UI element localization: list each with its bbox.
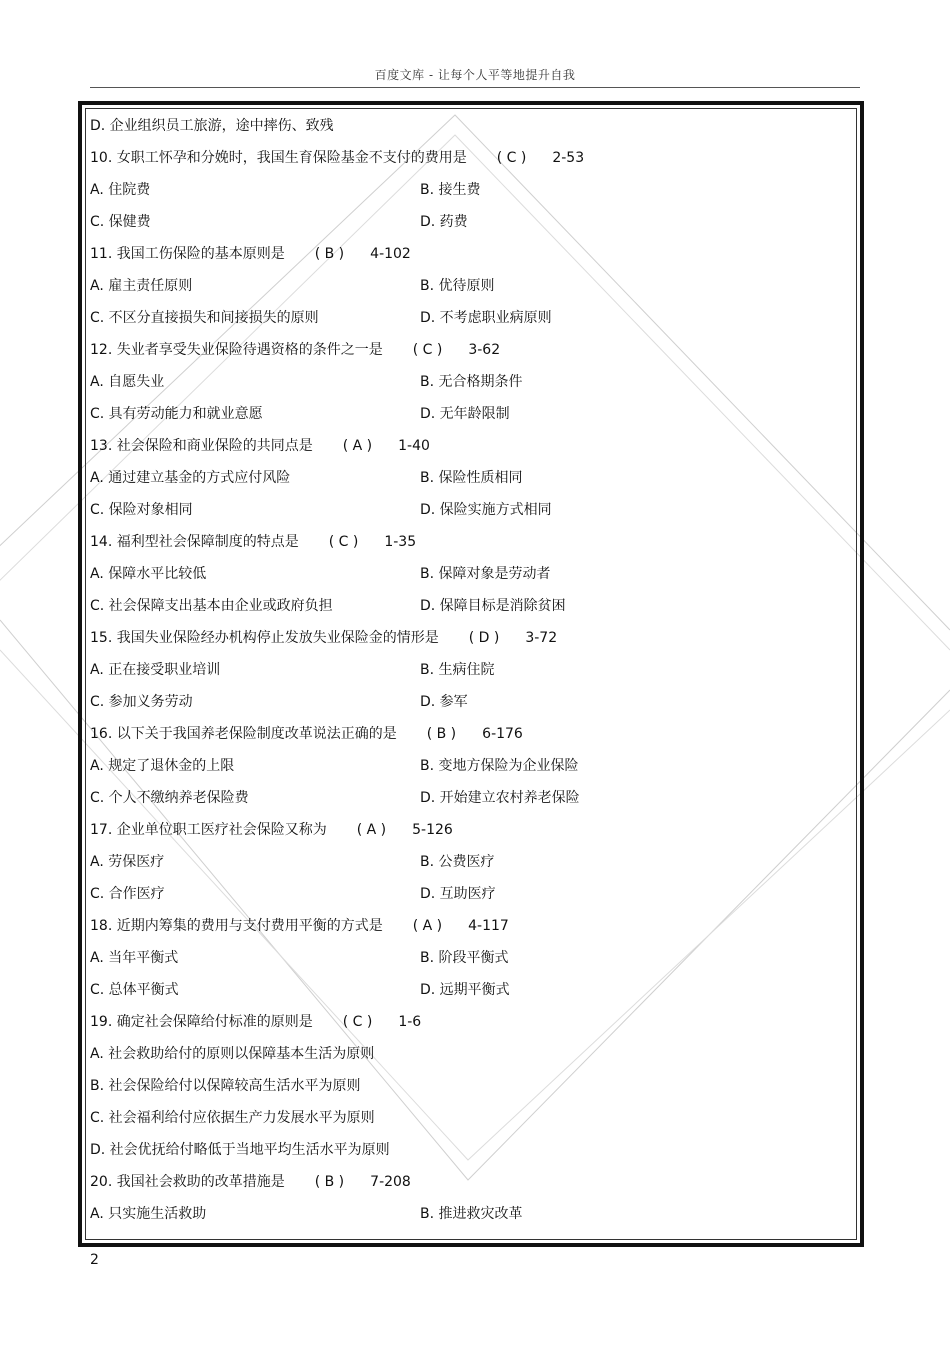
- option-right: D. 保障目标是消除贫困: [420, 598, 566, 614]
- option-right: D. 无年龄限制: [420, 406, 510, 422]
- question-line: [90, 142, 850, 174]
- answer-key: ( B ): [426, 726, 457, 742]
- option-left: C. 不区分直接损失和间接损失的原则: [90, 310, 319, 326]
- page-reference: 7-208: [370, 1174, 411, 1190]
- question-text: 11. 我国工伤保险的基本原则是: [90, 246, 285, 262]
- question-text: 10. 女职工怀孕和分娩时，我国生育保险基金不支付的费用是: [90, 150, 467, 166]
- option-left: C. 参加义务劳动: [90, 694, 193, 710]
- option-text: C. 社会福利给付应依据生产力发展水平为原则: [90, 1110, 375, 1126]
- option-right: D. 不考虑职业病原则: [420, 310, 552, 326]
- option-right: D. 保险实施方式相同: [420, 502, 552, 518]
- question-text: 14. 福利型社会保障制度的特点是: [90, 534, 299, 550]
- page-reference: 5-126: [412, 822, 453, 838]
- question-line: [90, 1166, 850, 1198]
- option-row: [90, 366, 850, 398]
- question-text: 20. 我国社会救助的改革措施是: [90, 1174, 285, 1190]
- option-full-line: [90, 1134, 850, 1166]
- option-right: B. 推进救灾改革: [420, 1206, 523, 1222]
- option-right: B. 保障对象是劳动者: [420, 566, 551, 582]
- option-row: [90, 974, 850, 1006]
- question-line: [90, 238, 850, 270]
- option-row: [90, 878, 850, 910]
- question-line: [90, 334, 850, 366]
- option-row: [90, 398, 850, 430]
- answer-key: ( B ): [314, 1174, 345, 1190]
- answer-key: ( B ): [314, 246, 345, 262]
- option-left: A. 当年平衡式: [90, 950, 179, 966]
- answer-key: ( A ): [342, 438, 373, 454]
- option-right: D. 远期平衡式: [420, 982, 510, 998]
- option-right: B. 无合格期条件: [420, 374, 523, 390]
- option-right: B. 接生费: [420, 182, 481, 198]
- question-text: 18. 近期内筹集的费用与支付费用平衡的方式是: [90, 918, 383, 934]
- option-left: C. 个人不缴纳养老保险费: [90, 790, 249, 806]
- option-left: A. 住院费: [90, 182, 151, 198]
- question-text: 15. 我国失业保险经办机构停止发放失业保险金的情形是: [90, 630, 439, 646]
- page-header: 百度文库 - 让每个人平等地提升自我: [374, 68, 576, 82]
- option-left: A. 只实施生活救助: [90, 1206, 207, 1222]
- option-left: A. 规定了退休金的上限: [90, 758, 235, 774]
- option-left: C. 具有劳动能力和就业意愿: [90, 406, 263, 422]
- option-right: D. 互助医疗: [420, 886, 496, 902]
- option-row: [90, 846, 850, 878]
- option-right: D. 参军: [420, 694, 468, 710]
- option-left: C. 保健费: [90, 214, 151, 230]
- option-row: [90, 654, 850, 686]
- question-line: [90, 622, 850, 654]
- question-text: 12. 失业者享受失业保险待遇资格的条件之一是: [90, 342, 383, 358]
- page-reference: 6-176: [482, 726, 523, 742]
- option-right: B. 阶段平衡式: [420, 950, 509, 966]
- page-reference: 4-102: [370, 246, 411, 262]
- question-text: 16. 以下关于我国养老保险制度改革说法正确的是: [90, 726, 397, 742]
- answer-key: ( C ): [496, 150, 527, 166]
- option-row: [90, 686, 850, 718]
- page-reference: 1-6: [398, 1014, 422, 1030]
- option-row: [90, 782, 850, 814]
- option-left: A. 通过建立基金的方式应付风险: [90, 470, 291, 486]
- question-line: [90, 526, 850, 558]
- question-list: [90, 110, 850, 1230]
- option-right: B. 公费医疗: [420, 854, 495, 870]
- option-left: C. 保险对象相同: [90, 502, 193, 518]
- option-full-line: [90, 1038, 850, 1070]
- page-reference: 1-40: [398, 438, 430, 454]
- option-row: [90, 302, 850, 334]
- answer-key: ( D ): [468, 630, 500, 646]
- page-reference: 3-72: [525, 630, 558, 646]
- page-reference: 1-35: [384, 534, 417, 550]
- option-full-line: [90, 110, 850, 142]
- answer-key: ( A ): [412, 918, 443, 934]
- option-left: A. 正在接受职业培训: [90, 662, 221, 678]
- option-right: D. 药费: [420, 214, 468, 230]
- answer-key: ( C ): [412, 342, 443, 358]
- option-full-line: [90, 1102, 850, 1134]
- option-right: B. 优待原则: [420, 278, 495, 294]
- answer-key: ( A ): [356, 822, 387, 838]
- question-text: 17. 企业单位职工医疗社会保险又称为: [90, 822, 327, 838]
- answer-key: ( C ): [342, 1014, 373, 1030]
- option-row: [90, 558, 850, 590]
- option-row: [90, 174, 850, 206]
- option-left: C. 社会保障支出基本由企业或政府负担: [90, 598, 333, 614]
- option-left: C. 合作医疗: [90, 886, 165, 902]
- option-text: A. 社会救助给付的原则以保障基本生活为原则: [90, 1046, 375, 1062]
- page-number: 2: [90, 1252, 99, 1268]
- option-row: [90, 750, 850, 782]
- option-row: [90, 942, 850, 974]
- header-divider: [90, 87, 860, 88]
- option-row: [90, 206, 850, 238]
- option-text: D. 企业组织员工旅游，途中摔伤、致残: [90, 118, 334, 134]
- answer-key: ( C ): [328, 534, 359, 550]
- option-left: A. 雇主责任原则: [90, 278, 193, 294]
- question-text: 19. 确定社会保障给付标准的原则是: [90, 1014, 313, 1030]
- option-row: [90, 462, 850, 494]
- question-text: 13. 社会保险和商业保险的共同点是: [90, 438, 313, 454]
- question-line: [90, 718, 850, 750]
- option-row: [90, 1198, 850, 1230]
- option-right: B. 变地方保险为企业保险: [420, 758, 579, 774]
- question-line: [90, 1006, 850, 1038]
- option-row: [90, 494, 850, 526]
- option-right: B. 生病住院: [420, 662, 495, 678]
- question-line: [90, 814, 850, 846]
- option-left: A. 保障水平比较低: [90, 566, 207, 582]
- page-reference: 3-62: [468, 342, 501, 358]
- question-line: [90, 430, 850, 462]
- option-left: A. 自愿失业: [90, 374, 165, 390]
- option-row: [90, 270, 850, 302]
- page-reference: 2-53: [552, 150, 585, 166]
- option-text: B. 社会保险给付以保障较高生活水平为原则: [90, 1078, 361, 1094]
- option-row: [90, 590, 850, 622]
- option-left: C. 总体平衡式: [90, 982, 179, 998]
- option-right: B. 保险性质相同: [420, 470, 523, 486]
- option-text: D. 社会优抚给付略低于当地平均生活水平为原则: [90, 1142, 390, 1158]
- page-reference: 4-117: [468, 918, 509, 934]
- option-left: A. 劳保医疗: [90, 854, 165, 870]
- option-right: D. 开始建立农村养老保险: [420, 790, 580, 806]
- option-full-line: [90, 1070, 850, 1102]
- question-line: [90, 910, 850, 942]
